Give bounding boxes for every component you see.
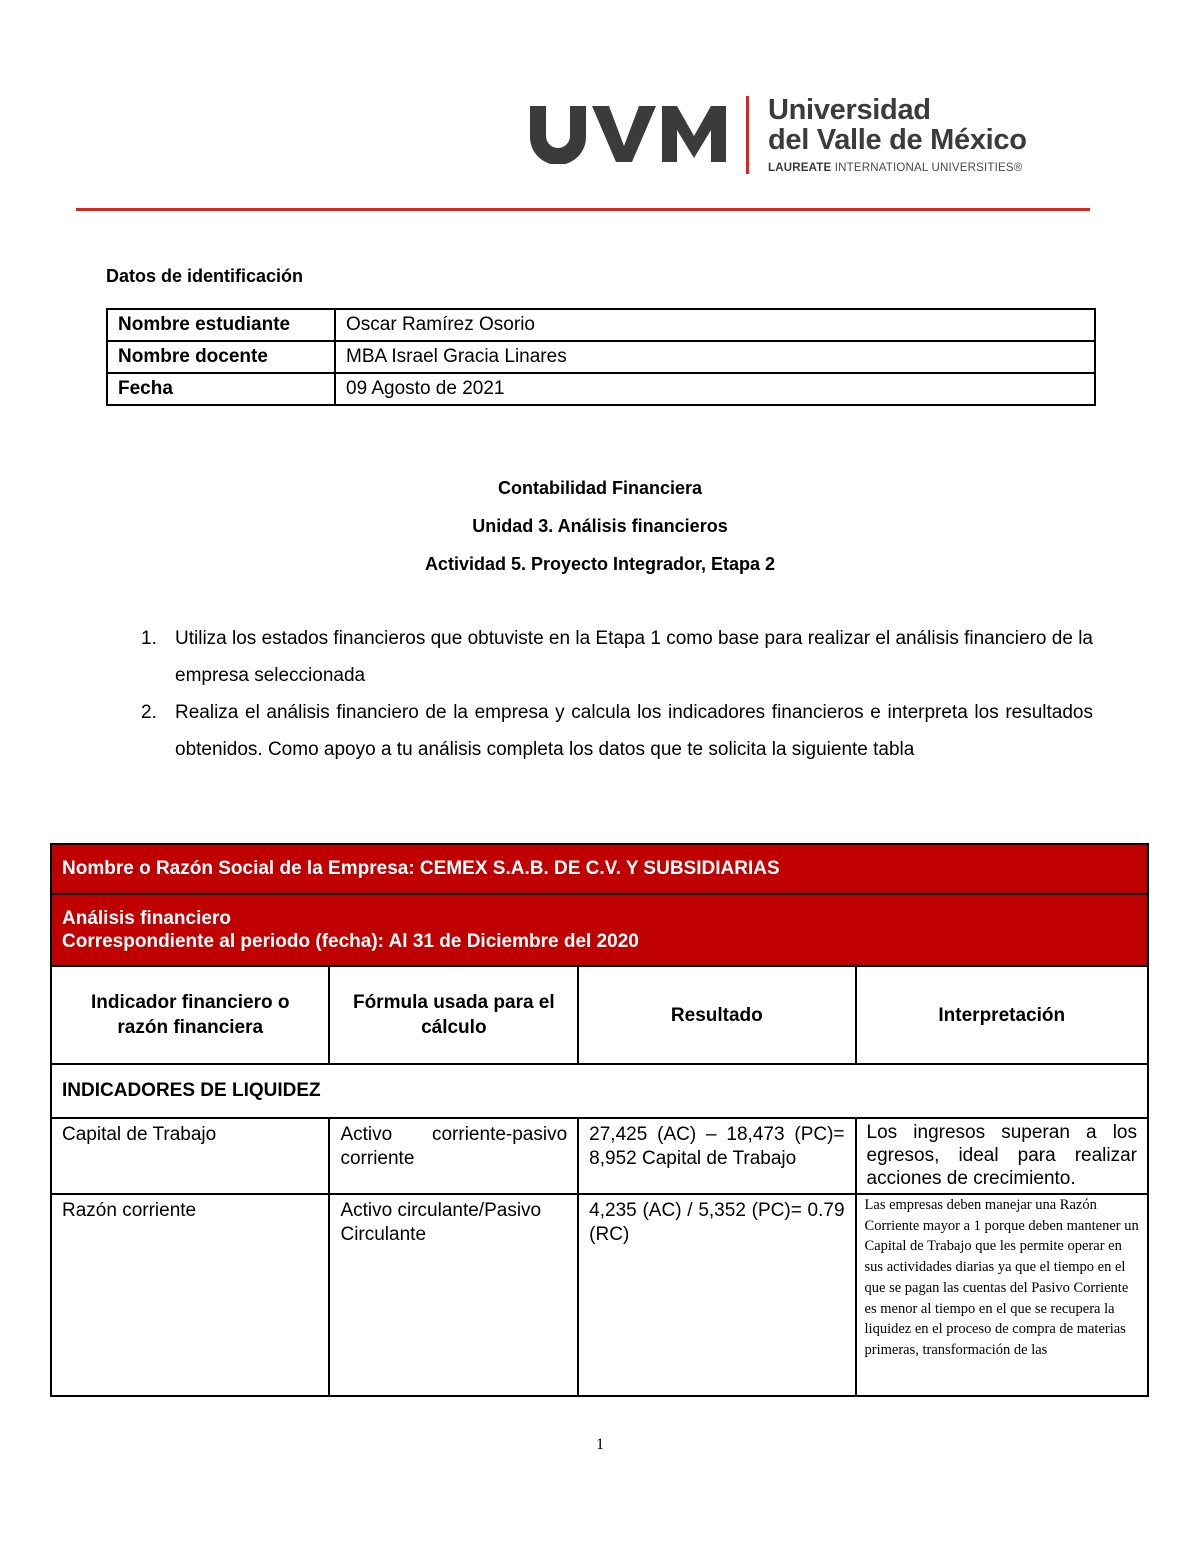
- column-header: Interpretación: [856, 966, 1148, 1064]
- column-header: Resultado: [578, 966, 855, 1064]
- course-title: Contabilidad Financiera: [497, 478, 703, 498]
- identification-title: Datos de identificación: [106, 266, 304, 286]
- table-header-row: [51, 966, 1148, 1064]
- header-divider: [76, 208, 1090, 211]
- list-number: 1.: [141, 628, 157, 649]
- logo-subtitle: LAUREATE INTERNATIONAL UNIVERSITIES®: [768, 162, 1023, 174]
- table-row: [107, 373, 1095, 405]
- analysis-period: Correspondiente al periodo (fecha): Al 31 de Diciembre del 2020: [62, 931, 639, 952]
- date-label: Fecha: [107, 373, 335, 405]
- uvm-logo: [528, 96, 1028, 180]
- result-cell: 4,235 (AC) / 5,352 (PC)= 0.79 (RC): [578, 1194, 855, 1396]
- company-name: Nombre o Razón Social de la Empresa: CEMEX S.A.B. DE C.V. Y SUBSIDIARIAS: [51, 844, 1148, 894]
- teacher-value: MBA Israel Gracia Linares: [335, 341, 1095, 373]
- identification-table: [106, 308, 1096, 406]
- formula-cell: Activo corriente-pasivo corriente: [329, 1118, 578, 1194]
- list-item: [141, 620, 1093, 694]
- column-header: Fórmula usada para el cálculo: [329, 966, 578, 1064]
- table-row: [51, 894, 1148, 966]
- document-titles: [0, 474, 1200, 588]
- interpretation-cell: Los ingresos superan a los egresos, ideal para realizar acciones de crecimiento.: [856, 1118, 1148, 1194]
- analysis-title: Análisis financiero: [62, 908, 231, 929]
- list-number: 2.: [141, 702, 157, 723]
- uvm-logo-mark: [528, 102, 728, 164]
- list-item: [141, 694, 1093, 768]
- table-row: [51, 844, 1148, 894]
- table-row: [51, 1064, 1148, 1118]
- indicator-cell: Razón corriente: [51, 1194, 329, 1396]
- activity-title: Actividad 5. Proyecto Integrador, Etapa 2: [424, 554, 776, 574]
- table-row: [107, 341, 1095, 373]
- analysis-table: [50, 843, 1149, 1397]
- indicator-cell: Capital de Trabajo: [51, 1118, 329, 1194]
- instruction-text: Utiliza los estados financieros que obtuviste en la Etapa 1 como base para realizar el análisis financiero de la empresa seleccionada: [175, 628, 1093, 686]
- formula-cell: Activo circulante/Pasivo Circulante: [329, 1194, 578, 1396]
- instruction-text: Realiza el análisis financiero de la empresa y calcula los indicadores financieros e interpreta los resultados obtenidos. Como apoyo a tu análisis completa los datos que te solicita la siguiente tabla: [175, 702, 1093, 760]
- page-number: 1: [596, 1436, 604, 1453]
- logo-name-line1: Universidad: [768, 94, 931, 126]
- table-row: [107, 309, 1095, 341]
- table-row: [51, 1118, 1148, 1194]
- interpretation-text: Las empresas deben manejar una Razón Corriente mayor a 1 porque deben mantener un Capital de Trabajo que les permite operar en sus actividades diarias ya que el tiempo en el que se pagan las cuentas del Pasivo Corriente es menor al tiempo en el que se recupera la liquidez en el proceso de compra de materias primeras, transformación de las: [864, 1197, 1139, 1358]
- teacher-label: Nombre docente: [107, 341, 335, 373]
- section-heading: INDICADORES DE LIQUIDEZ: [51, 1064, 1148, 1118]
- instructions-list: [141, 620, 1093, 768]
- date-value: 09 Agosto de 2021: [335, 373, 1095, 405]
- table-row: [51, 1194, 1148, 1396]
- result-cell: 27,425 (AC) – 18,473 (PC)= 8,952 Capital de Trabajo: [578, 1118, 855, 1194]
- logo-divider: [746, 96, 749, 174]
- column-header: Indicador financiero o razón financiera: [51, 966, 329, 1064]
- analysis-header: [51, 894, 1148, 966]
- student-value: Oscar Ramírez Osorio: [335, 309, 1095, 341]
- interpretation-cell: [856, 1194, 1148, 1396]
- logo-name-line2: del Valle de México: [768, 124, 1027, 156]
- unit-title: Unidad 3. Análisis financieros: [472, 516, 728, 536]
- student-label: Nombre estudiante: [107, 309, 335, 341]
